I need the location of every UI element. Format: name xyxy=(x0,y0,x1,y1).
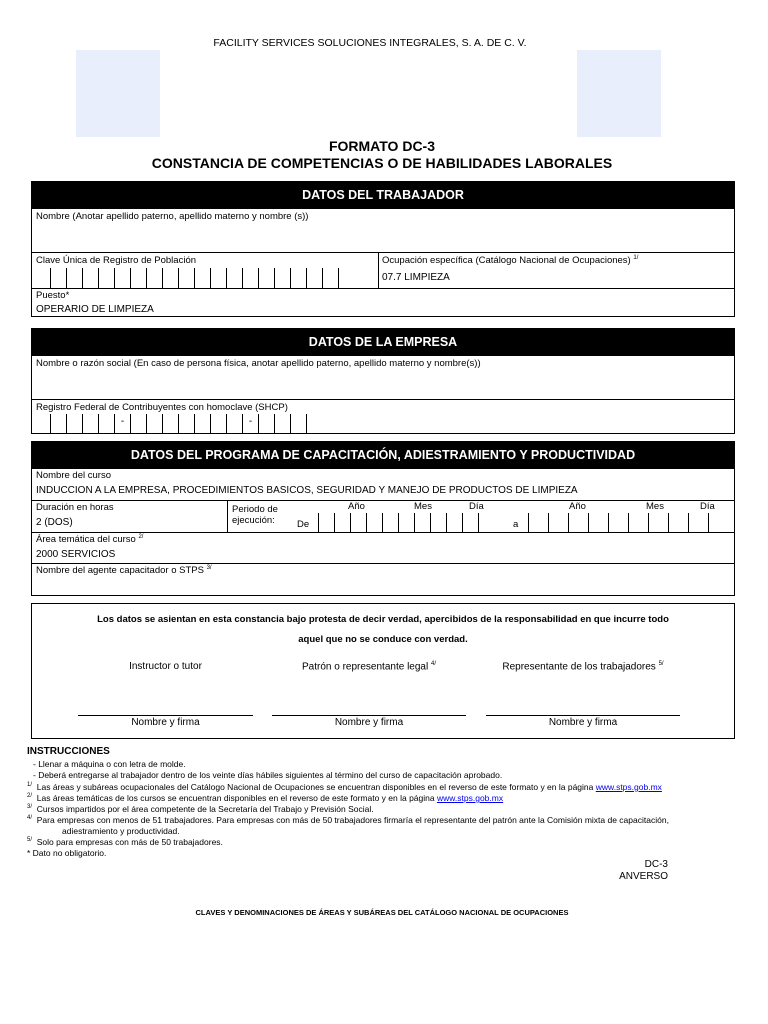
instructions-heading: INSTRUCCIONES xyxy=(27,746,110,757)
row-duracion-periodo xyxy=(32,500,734,532)
razon-social-label: Nombre o razón social (En caso de persona física, anotar apellido paterno, apellido materno y nombre(s)) xyxy=(36,358,481,369)
signature-line-representante[interactable] xyxy=(486,715,680,716)
anio-label-end: Año xyxy=(569,501,586,512)
logo-placeholder-right xyxy=(577,50,661,137)
de-label: De xyxy=(297,519,310,530)
a-label: a xyxy=(513,519,519,530)
curso-label: Nombre del curso xyxy=(36,470,111,481)
fecha-inicio-cells[interactable] xyxy=(318,513,479,532)
stps-link-2[interactable]: www.stps.gob.mx xyxy=(436,793,504,803)
row-razon-social[interactable] xyxy=(32,355,734,399)
rfc-dash-1: - xyxy=(114,414,130,434)
ocupacion-value[interactable]: 07.7 LIMPIEZA xyxy=(382,272,450,283)
row-puesto[interactable] xyxy=(32,288,734,318)
mes-label-start: Mes xyxy=(414,501,432,512)
instructor-role: Instructor o tutor xyxy=(129,661,202,672)
stps-link-1[interactable]: www.stps.gob.mx xyxy=(595,782,662,792)
section-trabajador xyxy=(31,181,735,317)
duracion-label: Duración en horas xyxy=(36,502,114,513)
anio-label-start: Año xyxy=(348,501,365,512)
ocupacion-label: Ocupación específica (Catálogo Nacional de Ocupaciones) $^{1/}$ xyxy=(382,255,639,267)
form-subtitle: CONSTANCIA DE COMPETENCIAS O DE HABILIDADES LABORALES xyxy=(151,155,613,171)
periodo-label-2: ejecución: xyxy=(232,515,275,526)
mes-label-end: Mes xyxy=(646,501,664,512)
duracion-value[interactable]: 2 (DOS) xyxy=(36,517,73,528)
dia-label-end: Día xyxy=(700,501,715,512)
rfc-cells[interactable] xyxy=(50,414,307,434)
note-2: $^{2/}$ Las áreas temáticas de los cursos se encuentran disponibles en el reverso de este formato y en la página www.stps.gob.mx xyxy=(27,793,504,803)
signature-line-patron[interactable] xyxy=(272,715,466,716)
rfc-label: Registro Federal de Contribuyentes con homoclave (SHCP) xyxy=(36,402,288,413)
optional-note: * Dato no obligatorio. xyxy=(27,848,107,858)
row-curp-ocupacion xyxy=(32,252,734,288)
logo-placeholder-left xyxy=(76,50,160,137)
form-title: FORMATO DC-3 xyxy=(328,138,436,154)
note-4-continued: adiestramiento y productividad. xyxy=(62,826,180,836)
divider xyxy=(227,501,228,532)
declaration-line-1: Los datos se asientan en esta constancia bajo protesta de decir verdad, apercibidos de la responsabilidad en que incurre todo xyxy=(97,614,669,625)
dia-label-start: Día xyxy=(469,501,484,512)
section-empresa xyxy=(31,328,735,434)
section-header-trabajador: DATOS DEL TRABAJADOR xyxy=(32,182,734,208)
form-code: DC-3 xyxy=(644,859,668,870)
curp-cells[interactable] xyxy=(50,268,339,288)
section-programa xyxy=(31,441,735,596)
rfc-dash-2: - xyxy=(242,414,258,434)
section-header-empresa: DATOS DE LA EMPRESA xyxy=(32,329,734,355)
form-side: ANVERSO xyxy=(619,871,668,882)
declaration-line-2: aquel que no se conduce con verdad. xyxy=(298,634,468,645)
section-header-programa: DATOS DEL PROGRAMA DE CAPACITACIÓN, ADIESTRAMIENTO Y PRODUCTIVIDAD xyxy=(32,442,734,468)
note-4: $^{4/}$ Para empresas con menos de 51 trabajadores. Para empresas con más de 50 trabajadores firmaría el representante del patrón ante la Comisión mixta de capacitación, xyxy=(27,815,669,825)
area-value[interactable]: 2000 SERVICIOS xyxy=(36,549,116,560)
row-nombre[interactable] xyxy=(32,208,734,252)
instruction-2: - Deberá entregarse al trabajador dentro de los veinte días hábiles siguientes al término del curso de capacitación aprobado. xyxy=(33,770,503,780)
representante-role: Representante de los trabajadores $^{5/}$ xyxy=(502,661,664,673)
catalog-title: CLAVES Y DENOMINACIONES DE ÁREAS Y SUBÁREAS DEL CATÁLOGO NACIONAL DE OCUPACIONES xyxy=(195,908,569,917)
company-name: FACILITY SERVICES SOLUCIONES INTEGRALES, S. A. DE C. V. xyxy=(213,37,527,49)
signature-line-instructor[interactable] xyxy=(78,715,253,716)
firma-label-patron: Nombre y firma xyxy=(334,717,404,728)
row-rfc xyxy=(32,399,734,433)
declaration-box xyxy=(31,603,735,739)
firma-label-instructor: Nombre y firma xyxy=(131,717,200,728)
puesto-value[interactable]: OPERARIO DE LIMPIEZA xyxy=(36,304,154,315)
agente-label: Nombre del agente capacitador o STPS $^{3/}$ xyxy=(36,565,212,577)
note-1: $^{1/}$ Las áreas y subáreas ocupacionales del Catálogo Nacional de Ocupaciones se encuentran disponibles en el reverso de este formato y en la página www.stps.gob.mx xyxy=(27,782,662,792)
note-3: $^{3/}$ Cursos impartidos por el área competente de la Secretaría del Trabajo y Previsión Social. xyxy=(27,804,374,814)
row-area-tematica[interactable] xyxy=(32,532,734,563)
area-label: Área temática del curso $^{2/}$ xyxy=(36,534,144,546)
curp-label: Clave Única de Registro de Población xyxy=(36,255,197,266)
patron-role: Patrón o representante legal $^{4/}$ xyxy=(302,661,436,673)
puesto-label: Puesto* xyxy=(36,290,70,301)
periodo-label-1: Periodo de xyxy=(232,504,278,515)
note-5: $^{5/}$ Solo para empresas con más de 50 trabajadores. xyxy=(27,837,223,847)
divider xyxy=(378,253,379,288)
row-curso[interactable] xyxy=(32,468,734,500)
firma-label-representante: Nombre y firma xyxy=(548,717,618,728)
row-agente[interactable] xyxy=(32,563,734,595)
fecha-fin-cells[interactable] xyxy=(528,513,728,532)
curso-value[interactable]: INDUCCION A LA EMPRESA, PROCEDIMIENTOS BASICOS, SEGURIDAD Y MANEJO DE PRODUCTOS DE LIMPIEZA xyxy=(36,485,578,496)
nombre-label: Nombre (Anotar apellido paterno, apellido materno y nombre (s)) xyxy=(36,211,309,222)
instruction-1: - Llenar a máquina o con letra de molde. xyxy=(33,759,186,769)
